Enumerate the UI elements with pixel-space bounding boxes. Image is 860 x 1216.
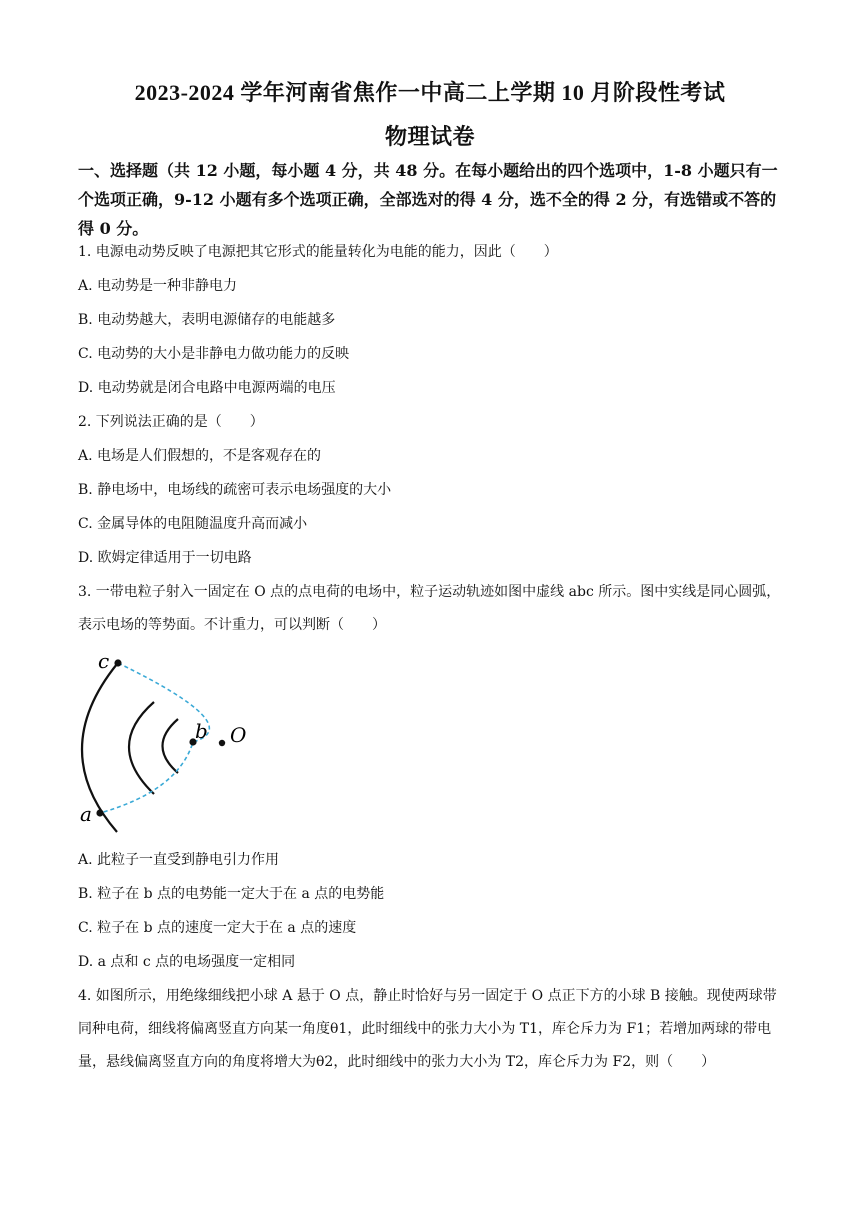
question-2-stem: 2. 下列说法正确的是（ ）: [78, 414, 264, 430]
question-2-option-a: A. 电场是人们假想的，不是客观存在的: [78, 448, 322, 464]
question-3-option-d: D. a 点和 c 点的电场强度一定相同: [78, 954, 296, 970]
question-2-option-b: B. 静电场中，电场线的疏密可表示电场强度的大小: [78, 482, 392, 498]
particle-trajectory: [100, 663, 209, 813]
exam-subtitle: 物理试卷: [384, 124, 475, 149]
equipotential-arcs: [82, 664, 178, 832]
question-3-stem: 3. 一带电粒子射入一固定在 O 点的点电荷的电场中，粒子运动轨迹如图中虚线 abc 所示。图中实线是同心圆弧，表示电场的等势面。不计重力，可以判断（ ）: [78, 584, 781, 633]
point-a-dot: [96, 809, 103, 816]
question-1-option-d: D. 电动势就是闭合电路中电源两端的电压: [78, 380, 336, 396]
question-4-stem: 4. 如图所示，用绝缘细线把小球 A 悬于 O 点，静止时恰好与另一固定于 O 点正下方的小球 B 接触。现使两球带同种电荷，细线将偏离竖直方向某一角度θ1，此时细线中的张力大小为 T1，库仑斥力为 F1；若增加两球的带电量，悬线偏离竖直方向的角度将增大为θ2，此时细线中的张力大小为 T2，库仑斥力为 F2，则（ ）: [78, 988, 777, 1070]
equipotential-arc-middle: [129, 702, 154, 794]
point-c-dot: [114, 659, 121, 666]
equipotential-arc-inner: [163, 719, 179, 773]
question-3-option-c: C. 粒子在 b 点的速度一定大于在 a 点的速度: [78, 920, 357, 936]
question-1-stem: 1. 电源电动势反映了电源把其它形式的能量转化为电能的能力，因此（ ）: [78, 244, 558, 260]
label-b: b: [195, 719, 208, 743]
label-a: a: [80, 802, 92, 826]
question-2-option-c: C. 金属导体的电阻随温度升高而减小: [78, 516, 308, 532]
question-3-option-b: B. 粒子在 b 点的电势能一定大于在 a 点的电势能: [78, 886, 385, 902]
equipotential-figure: [72, 646, 262, 836]
question-2-option-d: D. 欧姆定律适用于一切电路: [78, 550, 252, 566]
question-1-option-b: B. 电动势越大，表明电源储存的电能越多: [78, 312, 336, 328]
question-1-option-c: C. 电动势的大小是非静电力做功能力的反映: [78, 346, 350, 362]
section-heading: 一、选择题（共 12 小题，每小题 4 分，共 48 分。在每小题给出的四个选项中，1-8 小题只有一个选项正确，9-12 小题有多个选项正确，全部选对的得 4 分，选不全的得 2 分，有选错或不答的得 0 分。: [78, 161, 778, 238]
label-O: O: [230, 723, 247, 747]
question-1-option-a: A. 电动势是一种非静电力: [78, 278, 238, 294]
point-O-dot: [219, 740, 225, 746]
label-c: c: [98, 649, 110, 673]
question-3-option-a: A. 此粒子一直受到静电引力作用: [78, 852, 280, 868]
exam-title: 2023-2024 学年河南省焦作一中高二上学期 10 月阶段性考试: [134, 80, 726, 105]
